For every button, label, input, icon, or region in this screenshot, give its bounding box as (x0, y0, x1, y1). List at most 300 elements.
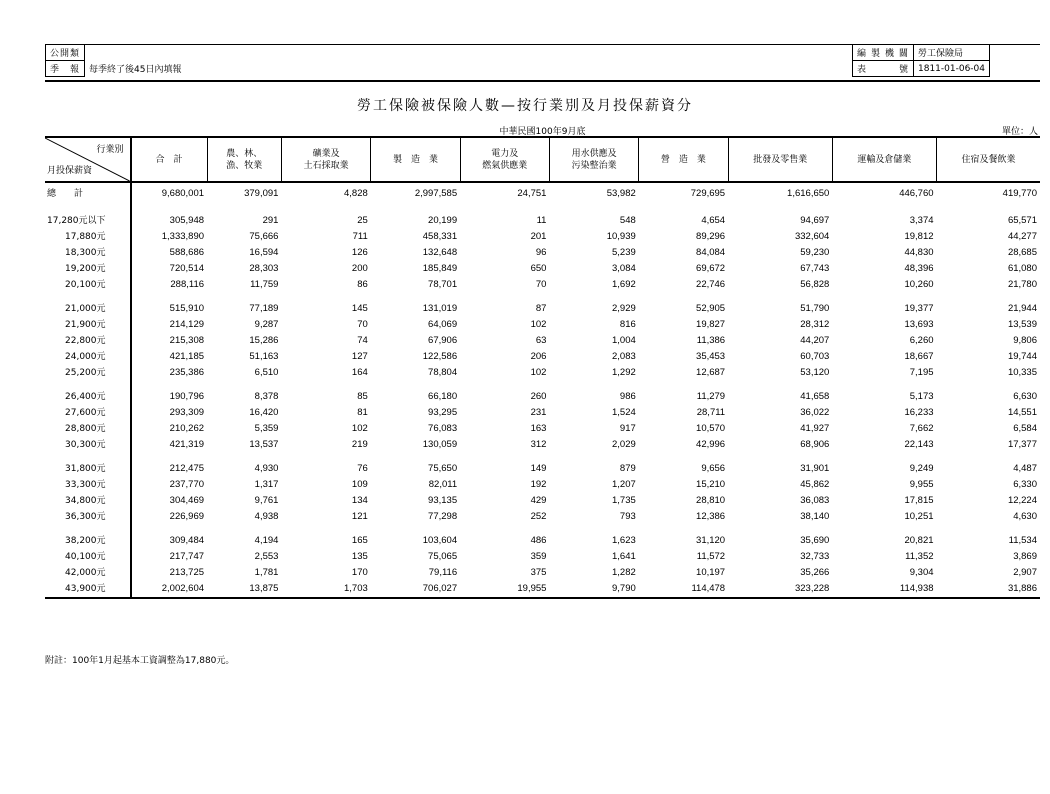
table-cell: 81 (357, 407, 368, 418)
table-cell: 87 (535, 303, 547, 314)
row-label: 38,200元 (45, 533, 131, 549)
table-cell: 17,377 (1007, 439, 1037, 450)
table-cell: 17,815 (904, 495, 934, 506)
table-cell: 1,333,890 (161, 231, 205, 242)
table-cell: 76 (357, 463, 368, 474)
row-label: 33,300元 (45, 477, 131, 493)
table-cell: 6,330 (1013, 479, 1037, 490)
table-cell: 114,938 (832, 581, 936, 598)
group-spacer (45, 381, 1040, 389)
table-cell: 201 (530, 231, 547, 242)
spacer-cell (728, 453, 832, 461)
table-cell: 2,929 (611, 303, 636, 314)
table-cell: 35,266 (800, 567, 830, 578)
table-cell: 15,210 (696, 479, 726, 490)
group-spacer (45, 453, 1040, 461)
table-cell: 235,386 (169, 367, 205, 378)
table-cell: 75,650 (428, 463, 458, 474)
table-cell: 77,189 (249, 303, 279, 314)
spacer-cell (45, 453, 131, 461)
table-row (45, 549, 1040, 565)
header-label: 編製機關 (853, 45, 914, 61)
table-cell: 10,260 (904, 279, 934, 290)
table-cell: 212,475 (169, 463, 205, 474)
table-cell: 11,386 (696, 335, 726, 346)
corner-header-cell (45, 137, 131, 182)
table-cell: 134 (351, 495, 368, 506)
spacer-cell (639, 293, 728, 301)
spacer-cell (45, 381, 131, 389)
table-cell: 379,091 (244, 188, 279, 199)
table-cell: 44,830 (904, 247, 934, 258)
table-cell: 1,641 (611, 551, 636, 562)
table-cell: 102 (530, 367, 547, 378)
table-cell: 21,944 (1007, 303, 1037, 314)
table-cell: 729,695 (690, 188, 726, 199)
column-header: 營 造 業 (639, 137, 728, 182)
footnote: 附註：100年1月起基本工資調整為17,880元。 (45, 656, 235, 666)
row-label: 17,280元以下 (45, 213, 131, 229)
table-cell: 720,514 (169, 263, 205, 274)
table-cell: 31,120 (696, 535, 726, 546)
table-cell: 458,331 (422, 231, 458, 242)
table-cell: 419,770 (1002, 188, 1037, 199)
spacer-cell (131, 453, 208, 461)
table-cell: 4,630 (1013, 511, 1037, 522)
spacer-cell (371, 525, 460, 533)
date-subtitle: 中華民國100年9月底 (499, 127, 586, 137)
table-cell: 11,759 (250, 279, 279, 290)
spacer-cell (45, 293, 131, 301)
table-cell: 164 (351, 367, 368, 378)
column-header: 製 造 業 (371, 137, 460, 182)
table-cell: 42,996 (696, 439, 726, 450)
header-row (46, 45, 186, 61)
table-cell: 28,711 (696, 407, 726, 418)
table-cell: 5,173 (909, 391, 934, 402)
table-cell: 12,386 (696, 511, 726, 522)
row-label: 21,900元 (45, 317, 131, 333)
header-row (853, 61, 990, 77)
table-cell: 10,939 (606, 231, 636, 242)
table-cell: 213,725 (169, 567, 205, 578)
table-cell: 917 (619, 423, 636, 434)
spacer-cell (131, 205, 208, 213)
table-cell: 93,135 (428, 495, 458, 506)
spacer-cell (639, 381, 728, 389)
table-cell: 9,806 (1013, 335, 1037, 346)
table-cell: 1,781 (254, 567, 279, 578)
table-cell: 19,744 (1007, 351, 1037, 362)
table-cell: 219 (351, 439, 368, 450)
table-cell: 4,194 (254, 535, 279, 546)
table-cell: 260 (530, 391, 547, 402)
row-label: 21,000元 (45, 301, 131, 317)
table-cell: 192 (530, 479, 547, 490)
table-cell: 9,955 (909, 479, 934, 490)
table-cell: 78,701 (428, 279, 458, 290)
table-cell: 44,277 (1007, 231, 1037, 242)
row-label: 28,800元 (45, 421, 131, 437)
spacer-cell (281, 293, 370, 301)
header-value: 每季終了後45日內填報 (89, 65, 182, 75)
table-cell: 9,304 (909, 567, 934, 578)
group-spacer (45, 293, 1040, 301)
table-cell: 121 (351, 511, 368, 522)
row-label: 19,200元 (45, 261, 131, 277)
spacer-cell (207, 293, 281, 301)
table-cell: 10,197 (696, 567, 726, 578)
row-label: 27,600元 (45, 405, 131, 421)
table-cell: 16,594 (249, 247, 279, 258)
spacer-cell (937, 381, 1040, 389)
table-cell: 486 (530, 535, 547, 546)
table-cell: 11,352 (905, 551, 934, 562)
table-cell: 15,286 (249, 335, 279, 346)
table-cell: 70 (535, 279, 547, 290)
table-cell: 6,630 (1013, 391, 1037, 402)
spacer-cell (281, 381, 370, 389)
spacer-cell (832, 205, 936, 213)
table-cell: 1,616,650 (787, 188, 830, 199)
table-row (45, 301, 1040, 317)
table-cell: 84,084 (696, 247, 726, 258)
table-cell: 45,862 (800, 479, 830, 490)
table-cell: 816 (619, 319, 636, 330)
row-label: 17,880元 (45, 229, 131, 245)
corner-top-label: 行業別 (96, 145, 124, 155)
table-cell: 548 (619, 215, 636, 226)
spacer-cell (937, 453, 1040, 461)
table-cell: 4,930 (254, 463, 279, 474)
table-cell: 1,317 (254, 479, 279, 490)
spacer-cell (728, 381, 832, 389)
table-cell: 69,672 (696, 263, 726, 274)
table-cell: 2,083 (611, 351, 636, 362)
corner-bottom-label: 月投保薪資 (47, 166, 93, 176)
table-cell: 9,287 (254, 319, 279, 330)
table-cell: 711 (352, 231, 368, 242)
table-cell: 2,029 (611, 439, 636, 450)
table-cell: 1,282 (611, 567, 636, 578)
row-label: 25,200元 (45, 365, 131, 381)
table-cell: 793 (619, 511, 636, 522)
table-cell: 102 (351, 423, 368, 434)
spacer-cell (281, 205, 370, 213)
table-cell: 114,478 (639, 581, 728, 598)
row-label: 34,800元 (45, 493, 131, 509)
table-cell: 78,804 (428, 367, 458, 378)
table-cell: 68,906 (800, 439, 830, 450)
table-cell: 3,869 (1013, 551, 1037, 562)
table-cell: 305,948 (169, 215, 205, 226)
column-header: 用水供應及 污染整治業 (549, 137, 638, 182)
spacer-cell (728, 293, 832, 301)
row-label: 26,400元 (45, 389, 131, 405)
spacer-cell (832, 381, 936, 389)
table-cell: 41,658 (800, 391, 830, 402)
row-label: 22,800元 (45, 333, 131, 349)
page-title: 勞工保險被保險人數—按行業別及月投保薪資分 (357, 98, 693, 114)
table-cell: 135 (351, 551, 368, 562)
group-spacer (45, 525, 1040, 533)
table-cell: 11,534 (1008, 535, 1037, 546)
table-cell: 4,654 (701, 215, 726, 226)
spacer-cell (131, 293, 208, 301)
table-row (45, 581, 1040, 598)
spacer-cell (460, 205, 549, 213)
spacer-cell (131, 381, 208, 389)
spacer-cell (207, 453, 281, 461)
table-cell: 323,228 (728, 581, 832, 598)
row-label: 總 計 (45, 182, 131, 205)
row-label: 24,000元 (45, 349, 131, 365)
table-cell: 252 (530, 511, 547, 522)
header-rule (45, 80, 1040, 82)
table-row (45, 261, 1040, 277)
header-right-table (852, 44, 990, 77)
header-value (85, 45, 186, 61)
header-row (853, 45, 990, 61)
spacer-cell (207, 205, 281, 213)
table-cell: 650 (530, 263, 547, 274)
table-cell: 51,163 (249, 351, 279, 362)
table-cell: 28,685 (1007, 247, 1037, 258)
spacer-cell (371, 381, 460, 389)
table-cell: 5,359 (254, 423, 279, 434)
header-label: 公開類 (46, 45, 85, 61)
row-label: 18,300元 (45, 245, 131, 261)
table-cell: 429 (530, 495, 547, 506)
header-value: 勞工保險局 (914, 45, 990, 61)
table-cell: 64,069 (428, 319, 458, 330)
spacer-cell (460, 293, 549, 301)
row-label: 20,100元 (45, 277, 131, 293)
table-row (45, 277, 1040, 293)
table-cell: 9,790 (549, 581, 638, 598)
column-header: 批發及零售業 (728, 137, 832, 182)
spacer-cell (45, 525, 131, 533)
table-cell: 51,790 (800, 303, 830, 314)
table-cell: 20,199 (428, 215, 458, 226)
table-cell: 10,251 (904, 511, 934, 522)
table-row (45, 461, 1040, 477)
column-header: 電力及 燃氣供應業 (460, 137, 549, 182)
table-cell: 2,907 (1013, 567, 1037, 578)
table-cell: 22,746 (696, 279, 726, 290)
table-cell: 75,666 (249, 231, 279, 242)
table-row (45, 533, 1040, 549)
table-cell: 312 (530, 439, 547, 450)
table-cell: 421,185 (169, 351, 205, 362)
table-cell: 16,233 (904, 407, 934, 418)
table-cell: 127 (351, 351, 368, 362)
table-cell: 32,733 (800, 551, 830, 562)
spacer-cell (728, 205, 832, 213)
table-cell: 190,796 (169, 391, 205, 402)
table-cell: 19,955 (460, 581, 549, 598)
table-cell: 131,019 (422, 303, 458, 314)
table-cell: 38,140 (800, 511, 830, 522)
table-cell: 13,875 (207, 581, 281, 598)
column-header: 合 計 (131, 137, 208, 182)
table-cell: 293,309 (169, 407, 205, 418)
spacer-cell (460, 453, 549, 461)
table-cell: 6,584 (1013, 423, 1037, 434)
header-label: 季報 (46, 61, 85, 77)
spacer-cell (937, 293, 1040, 301)
table-cell: 7,662 (909, 423, 934, 434)
header-left-table (45, 44, 186, 77)
table-cell: 31,901 (800, 463, 830, 474)
spacer-cell (45, 205, 131, 213)
table-cell: 231 (530, 407, 547, 418)
column-header: 運輸及倉儲業 (832, 137, 936, 182)
table-cell: 56,828 (800, 279, 830, 290)
table-cell: 879 (619, 463, 636, 474)
table-cell: 4,487 (1013, 463, 1037, 474)
spacer-cell (832, 293, 936, 301)
table-cell: 13,693 (904, 319, 934, 330)
table-cell: 291 (262, 215, 279, 226)
table-cell: 1,735 (611, 495, 636, 506)
table-row (45, 365, 1040, 381)
row-label: 42,000元 (45, 565, 131, 581)
table-cell: 446,760 (899, 188, 934, 199)
table-cell: 200 (351, 263, 368, 274)
table-cell: 309,484 (169, 535, 205, 546)
table-cell: 82,011 (428, 479, 458, 490)
table-cell: 122,586 (422, 351, 458, 362)
table-cell: 4,938 (254, 511, 279, 522)
table-cell: 79,116 (428, 567, 458, 578)
table-cell: 85 (357, 391, 368, 402)
row-label: 36,300元 (45, 509, 131, 525)
table-row (45, 493, 1040, 509)
table-cell: 126 (351, 247, 368, 258)
table-cell: 130,059 (422, 439, 458, 450)
spacer-cell (549, 525, 638, 533)
table-row (45, 349, 1040, 365)
spacer-cell (549, 293, 638, 301)
table-cell: 65,571 (1007, 215, 1037, 226)
table-cell: 10,570 (696, 423, 726, 434)
table-cell: 53,982 (606, 188, 636, 199)
column-header: 農、林、 漁、牧業 (207, 137, 281, 182)
spacer-cell (639, 453, 728, 461)
table-cell: 986 (619, 391, 636, 402)
spacer-cell (639, 205, 728, 213)
table-cell: 11 (536, 215, 547, 226)
table-cell: 28,312 (800, 319, 830, 330)
table-cell: 5,239 (611, 247, 636, 258)
table-cell: 22,143 (904, 439, 934, 450)
table-cell: 109 (351, 479, 368, 490)
table-cell: 25 (357, 215, 368, 226)
table-cell: 304,469 (169, 495, 205, 506)
table-row (45, 477, 1040, 493)
table-cell: 288,116 (170, 279, 205, 290)
data-table (45, 136, 1040, 599)
table-cell: 421,319 (169, 439, 205, 450)
table-cell: 11,572 (696, 551, 726, 562)
spacer-cell (832, 453, 936, 461)
spacer-cell (207, 525, 281, 533)
table-cell: 6,260 (909, 335, 934, 346)
table-cell: 89,296 (696, 231, 726, 242)
table-cell: 44,207 (800, 335, 830, 346)
table-cell: 9,656 (701, 463, 726, 474)
table-cell: 16,420 (249, 407, 279, 418)
table-cell: 18,667 (904, 351, 934, 362)
table-cell: 1,207 (611, 479, 636, 490)
table-cell: 1,524 (611, 407, 636, 418)
table-cell: 9,249 (909, 463, 934, 474)
spacer-cell (460, 381, 549, 389)
table-row (45, 333, 1040, 349)
table-row (45, 405, 1040, 421)
spacer-cell (371, 205, 460, 213)
table-cell: 515,910 (169, 303, 205, 314)
table-cell: 53,120 (800, 367, 830, 378)
row-label: 31,800元 (45, 461, 131, 477)
row-label: 30,300元 (45, 437, 131, 453)
column-header: 住宿及餐飲業 (937, 137, 1040, 182)
header-label: 表號 (853, 61, 914, 77)
table-cell: 35,690 (800, 535, 830, 546)
table-cell: 2,997,585 (414, 188, 458, 199)
spacer-cell (371, 293, 460, 301)
spacer-cell (281, 453, 370, 461)
spacer-cell (639, 525, 728, 533)
table-cell: 41,927 (800, 423, 830, 434)
table-cell: 13,539 (1007, 319, 1037, 330)
table-cell: 103,604 (422, 535, 458, 546)
table-cell: 28,303 (249, 263, 279, 274)
unit-label: 單位：人 (1001, 127, 1038, 137)
table-cell: 165 (351, 535, 368, 546)
table-cell: 19,827 (696, 319, 726, 330)
spacer-cell (207, 381, 281, 389)
spacer-cell (549, 205, 638, 213)
table-cell: 48,396 (904, 263, 934, 274)
table-cell: 13,537 (249, 439, 279, 450)
table-cell: 67,743 (800, 263, 830, 274)
table-cell: 21,780 (1007, 279, 1037, 290)
table-cell: 61,080 (1007, 263, 1037, 274)
group-spacer (45, 205, 1040, 213)
table-cell: 132,648 (422, 247, 458, 258)
table-cell: 214,129 (169, 319, 205, 330)
table-cell: 706,027 (371, 581, 460, 598)
header-value: 1811-01-06-04 (914, 61, 990, 77)
table-cell: 11,279 (696, 391, 726, 402)
table-cell: 75,065 (428, 551, 458, 562)
table-cell: 93,295 (428, 407, 458, 418)
table-cell: 4,828 (344, 188, 368, 199)
table-cell: 19,377 (904, 303, 934, 314)
spacer-cell (549, 453, 638, 461)
table-cell: 6,510 (254, 367, 279, 378)
table-cell: 210,262 (169, 423, 205, 434)
table-cell: 1,623 (611, 535, 636, 546)
table-row (45, 213, 1040, 229)
table-cell: 588,686 (169, 247, 205, 258)
table-cell: 14,551 (1007, 407, 1037, 418)
table-row (45, 437, 1040, 453)
table-row (45, 229, 1040, 245)
table-row (45, 317, 1040, 333)
